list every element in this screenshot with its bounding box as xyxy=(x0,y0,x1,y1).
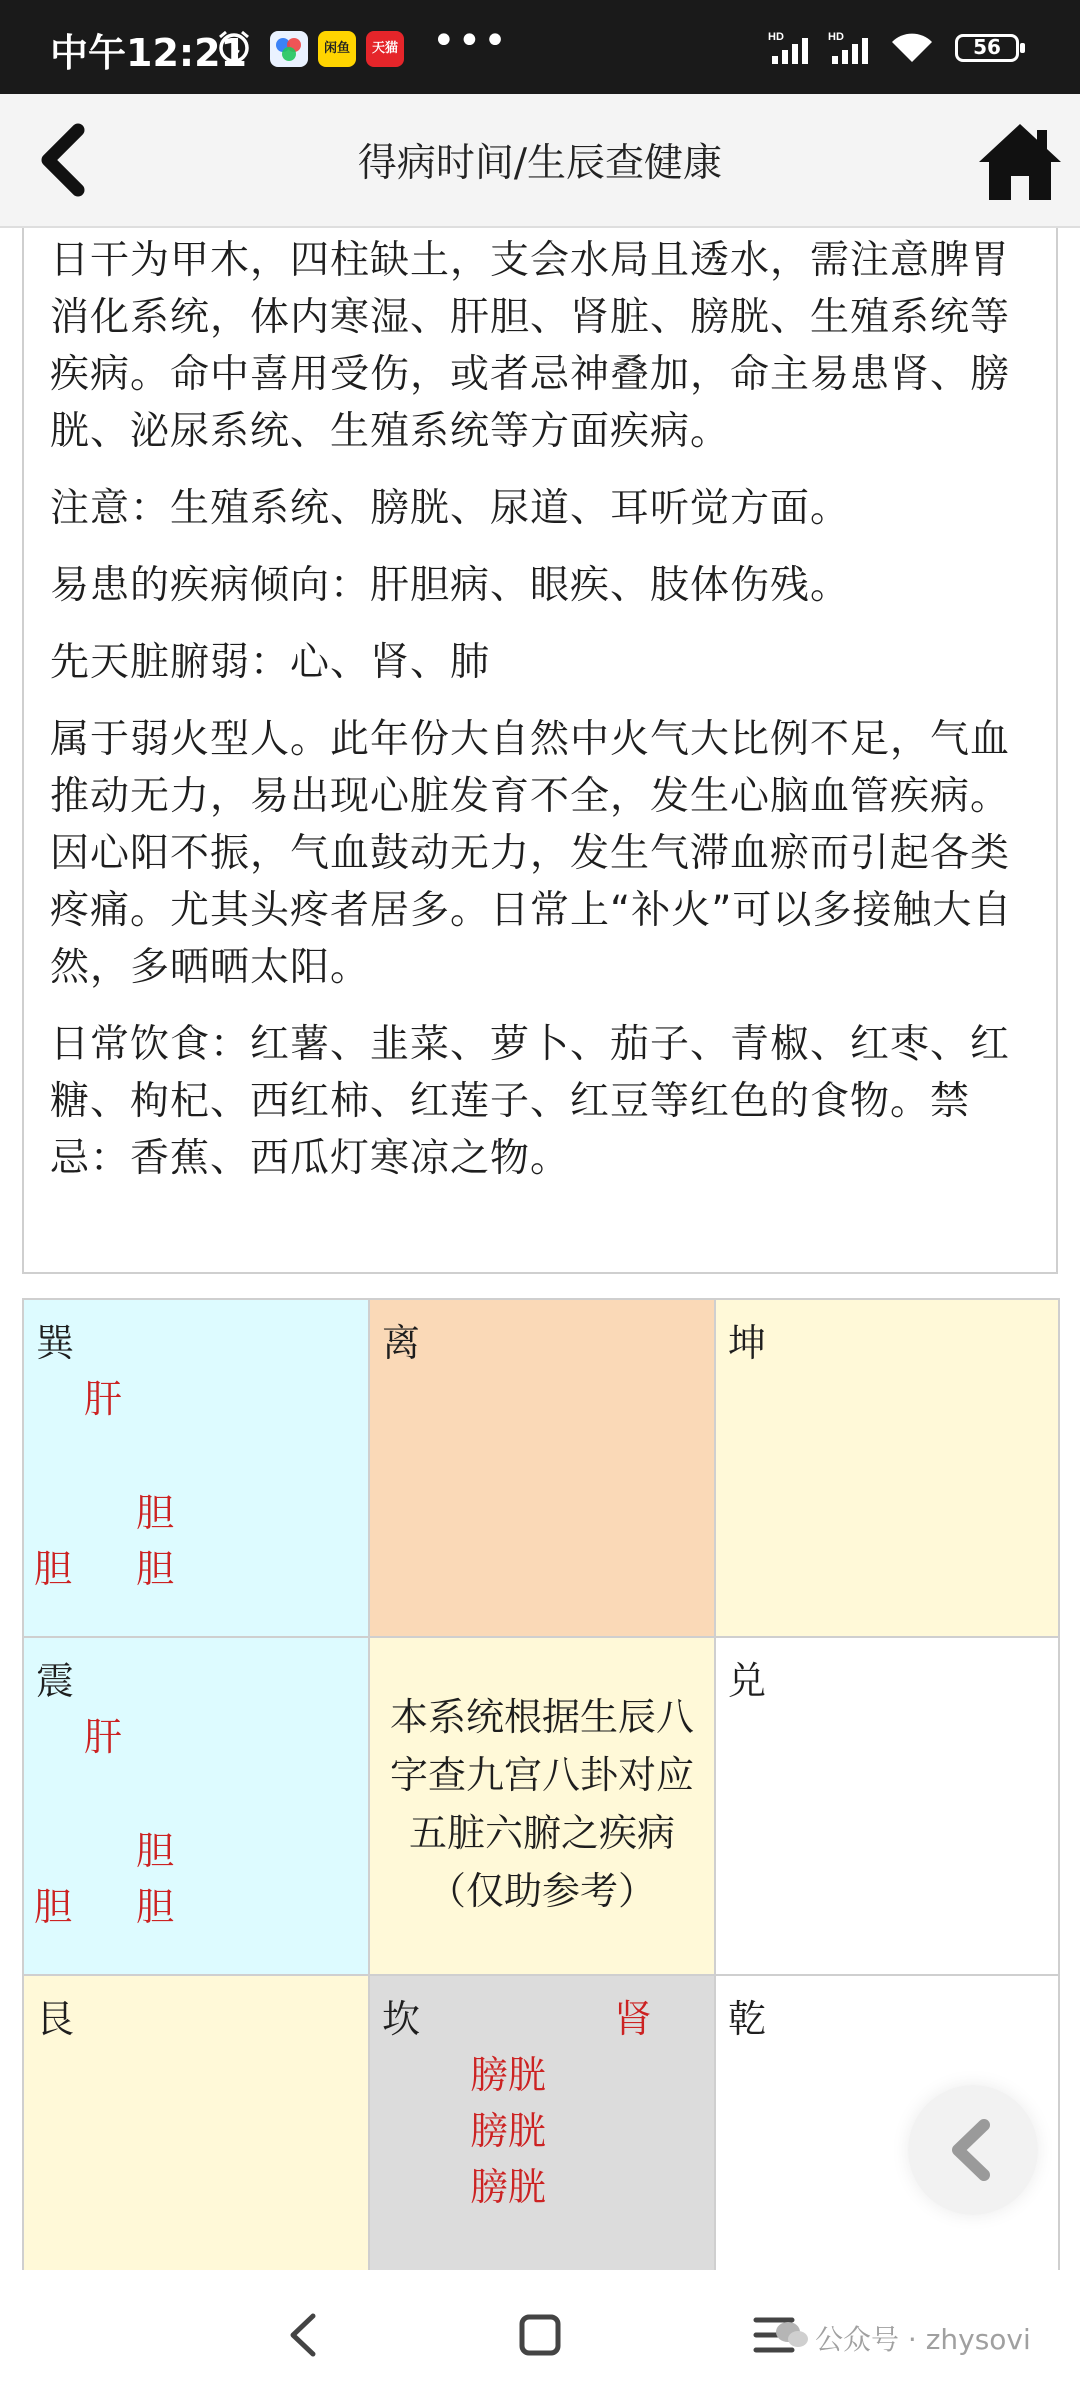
cell-dui xyxy=(716,1638,1060,1976)
nav-back-icon xyxy=(285,2310,321,2360)
organ-label: 胆 xyxy=(34,1885,73,1929)
organ-label: 胆 xyxy=(34,1547,73,1591)
xianyu-app-icon: 闲鱼 xyxy=(318,31,356,67)
svg-text:HD: HD xyxy=(768,31,784,43)
organ-label: 膀胱 xyxy=(470,2109,547,2153)
status-time: 中午12:21 xyxy=(50,31,247,75)
watermark-text: 公众号 · zhysovi xyxy=(815,2323,1031,2356)
organ-label: 胆 xyxy=(136,1491,175,1535)
organ-label: 肾 xyxy=(614,1997,653,2041)
floating-back-button[interactable] xyxy=(908,2085,1038,2215)
analysis-panel xyxy=(22,228,1058,1274)
organ-label: 胆 xyxy=(136,1547,175,1591)
nav-home-icon xyxy=(518,2310,562,2360)
organ-label: 肝 xyxy=(84,1377,123,1421)
back-button[interactable] xyxy=(30,120,100,200)
nav-back-button[interactable] xyxy=(285,2310,321,2364)
center-note: 本系统根据生辰八字查九宫八卦对应五脏六腑之疾病（仅助参考） xyxy=(389,1695,694,1913)
home-icon xyxy=(975,116,1065,206)
more-notifications-icon: ••• xyxy=(432,18,509,64)
signal-icon-2 xyxy=(828,30,878,70)
system-nav-bar xyxy=(0,2270,1080,2400)
organ-label: 胆 xyxy=(136,1885,175,1929)
alarm-icon xyxy=(216,28,252,68)
analysis-paragraph: 日干为甲木，四柱缺土，支会水局且透水，需注意脾胃消化系统，体内寒湿、肝胆、肾脏、膀胱、生殖系统等疾病。命中喜用受伤，或者忌神叠加，命主易患肾、膀胱、泌尿系统、生殖系统等方面疾病。 xyxy=(50,238,1011,454)
tmall-app-icon: 天猫 xyxy=(366,31,404,67)
cell-name: 艮 xyxy=(36,1997,75,2041)
chevron-left-icon xyxy=(908,2085,1038,2215)
bagua-grid xyxy=(22,1298,1060,2328)
organ-label: 膀胱 xyxy=(470,2053,547,2097)
organ-label: 膀胱 xyxy=(470,2165,547,2209)
analysis-paragraph: 先天脏腑弱：心、肾、肺 xyxy=(50,640,491,685)
cell-name: 离 xyxy=(382,1321,421,1365)
cell-name: 震 xyxy=(36,1659,75,1703)
cell-name: 兑 xyxy=(728,1659,767,1703)
chevron-left-icon xyxy=(30,120,100,200)
cell-name: 坤 xyxy=(728,1321,767,1365)
analysis-paragraph: 易患的疾病倾向：肝胆病、眼疾、肢体伤残。 xyxy=(50,563,851,608)
battery-icon xyxy=(955,34,1019,62)
cell-zhen xyxy=(24,1638,370,1976)
cell-name: 乾 xyxy=(728,1997,767,2041)
app-notification-icon xyxy=(270,31,308,67)
analysis-paragraph: 日常饮食：红薯、韭菜、萝卜、茄子、青椒、红枣、红糖、枸杞、西红柿、红莲子、红豆等红色的食物。禁忌：香蕉、西瓜灯寒凉之物。 xyxy=(50,1022,1011,1181)
organ-label: 肝 xyxy=(84,1715,123,1759)
battery-level: 56 xyxy=(973,35,1001,59)
wifi-icon xyxy=(890,32,934,68)
organ-label: 胆 xyxy=(136,1829,175,1873)
cell-li xyxy=(370,1300,716,1638)
wechat-icon xyxy=(775,2320,809,2354)
analysis-paragraph: 属于弱火型人。此年份大自然中火气大比例不足，气血推动无力，易出现心脏发育不全，发生心脑血管疾病。因心阳不振，气血鼓动无力，发生气滞血瘀而引起各类疼痛。尤其头疼者居多。日常上“补火”可以多接触大自然，多晒晒太阳。 xyxy=(50,717,1013,990)
home-button[interactable] xyxy=(975,116,1065,206)
cell-center xyxy=(370,1638,716,1976)
cell-kun xyxy=(716,1300,1060,1638)
svg-text:HD: HD xyxy=(828,31,844,43)
cell-name: 巽 xyxy=(36,1321,75,1365)
page-title: 得病时间/生辰查健康 xyxy=(357,141,723,186)
nav-home-button[interactable] xyxy=(518,2310,562,2364)
signal-icon xyxy=(768,30,818,70)
app-bar xyxy=(0,94,1080,228)
cell-xun xyxy=(24,1300,370,1638)
analysis-paragraph: 注意：生殖系统、膀胱、尿道、耳听觉方面。 xyxy=(50,486,851,531)
status-bar xyxy=(0,0,1080,94)
cell-name: 坎 xyxy=(382,1997,421,2041)
